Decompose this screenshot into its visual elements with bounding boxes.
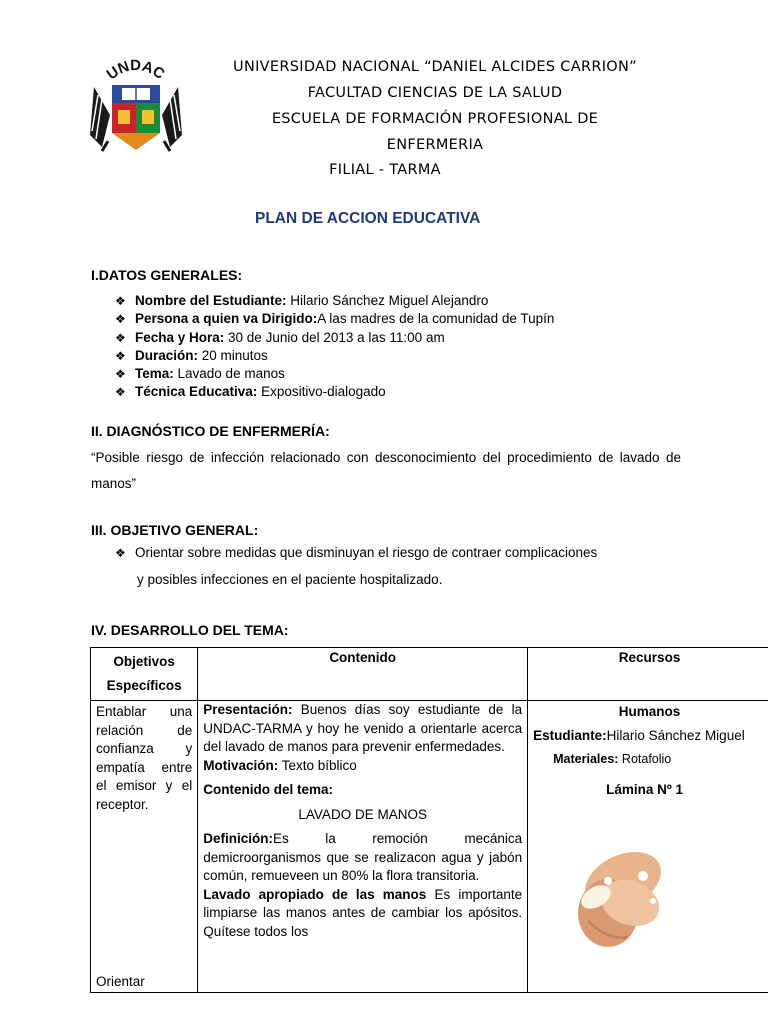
motivation-paragraph: Motivación: Texto bíblico <box>203 757 357 773</box>
presentation-paragraph: Presentación: Buenos días soy estudiante de la UNDAC-TARMA y hoy he venido a orientarle acerca del lavado de manos para prevenir enfermedades. <box>203 702 523 754</box>
header-contenido: Contenido <box>198 648 528 701</box>
list-item: ❖ Técnica Educativa: Expositivo-dialogado <box>115 383 554 401</box>
header-objetivos: Objetivos Específicos <box>91 648 198 701</box>
list-item: ❖ Persona a quien va Dirigido:A las madres de la comunidad de Tupín <box>115 310 554 328</box>
diamond-bullet-icon: ❖ <box>115 330 126 345</box>
diamond-bullet-icon: ❖ <box>115 385 126 400</box>
section-2-heading: II. DIAGNÓSTICO DE ENFERMERÍA: <box>91 423 330 439</box>
objectives-cell <box>91 701 198 993</box>
list-item: ❖ Duración: 20 minutos <box>115 347 554 365</box>
branch-name: FILIAL - TARMA <box>329 162 441 178</box>
diamond-bullet-icon: ❖ <box>115 348 126 363</box>
general-objective-line-1: ❖ Orientar sobre medidas que disminuyan el riesgo de contraer complicaciones <box>115 545 598 560</box>
human-resources-label: Humanos <box>618 704 681 719</box>
school-name: ESCUELA DE FORMACIÓN PROFESIONAL DE <box>271 111 599 127</box>
header-recursos: Recursos <box>528 648 768 701</box>
content-label: Contenido del tema: <box>203 782 334 797</box>
svg-text:UNDAC: UNDAC <box>103 56 168 84</box>
school-name-cont: ENFERMERIA <box>386 137 484 153</box>
content-cell <box>198 701 528 993</box>
diamond-bullet-icon: ❖ <box>115 294 126 308</box>
general-objective-line-2: y posibles infecciones en el paciente hospitalizado. <box>137 572 443 587</box>
topic-title: LAVADO DE MANOS <box>298 806 427 822</box>
list-item: ❖ Tema: Lavado de manos <box>115 365 554 383</box>
list-item: ❖ Fecha y Hora: 30 de Junio del 2013 a las 11:00 am <box>115 329 554 347</box>
document-title: PLAN DE ACCION EDUCATIVA <box>255 210 481 227</box>
nursing-diagnosis-text: “Posible riesgo de infección relacionado con desconocimiento del procedimiento de lavado de manos” <box>91 450 681 491</box>
plate-label: Lámina Nº 1 <box>606 782 684 797</box>
definition-paragraph: Definición:Es la remoción mecánica demicroorganismos que se realizacon agua y jabón común, remueveen un 80% la flora transitoria. <box>203 831 523 883</box>
handwashing-paragraph: Lavado apropiado de las manos Es importante limpiarse las manos antes de cambiar los apósitos. Quítese todos los <box>203 886 523 939</box>
resources-cell <box>528 701 768 993</box>
university-name: UNIVERSIDAD NACIONAL “DANIEL ALCIDES CARRION” <box>233 59 637 75</box>
student-resource: Estudiante:Hilario Sánchez Miguel <box>533 728 745 743</box>
objective-bottom-text: Orientar <box>96 974 145 989</box>
handwashing-image <box>568 841 673 951</box>
section-4-heading: IV. DESARROLLO DEL TEMA: <box>91 622 289 638</box>
diamond-bullet-icon: ❖ <box>115 546 126 560</box>
objective-text: Entablar una relación de confianza y empatía entre el emisor y el receptor. <box>96 704 193 812</box>
section-3-heading: III. OBJETIVO GENERAL: <box>91 522 259 538</box>
faculty-name: FACULTAD CIENCIAS DE LA SALUD <box>307 85 563 101</box>
university-logo <box>88 55 184 155</box>
topic-development-table <box>90 647 768 993</box>
table-row <box>91 701 768 993</box>
section-1-heading: I.DATOS GENERALES: <box>91 267 243 283</box>
diamond-bullet-icon: ❖ <box>115 367 126 382</box>
general-data-list <box>115 292 554 402</box>
list-item: ❖ Nombre del Estudiante: Hilario Sánchez Miguel Alejandro <box>115 292 554 310</box>
diamond-bullet-icon: ❖ <box>115 312 126 327</box>
materials-resource: Materiales: Rotafolio <box>553 752 672 766</box>
table-header-row <box>91 648 768 701</box>
